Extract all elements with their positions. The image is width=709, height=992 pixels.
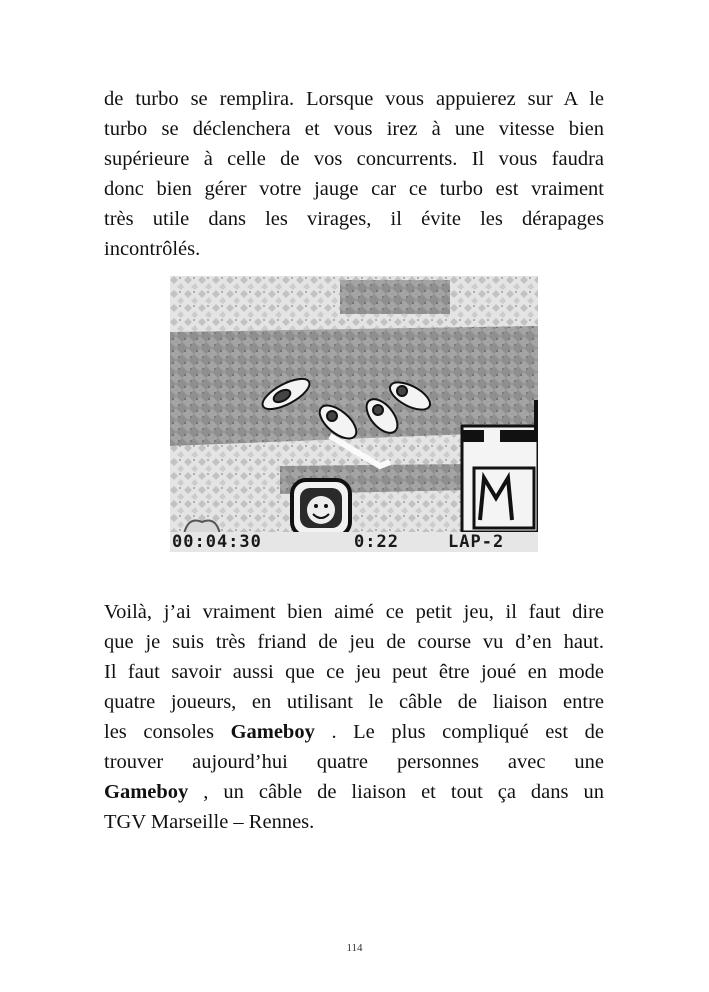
driver-portrait-icon: [292, 480, 350, 536]
text-line: de turbo se remplira. Lorsque vous appuierez sur A le: [104, 88, 604, 110]
text-fragment: les consoles: [104, 721, 231, 743]
text-line: turbo se déclenchera et vous irez à une vitesse bien: [104, 118, 604, 140]
paragraph-turbo: [104, 84, 604, 264]
paragraph-conclusion: [104, 597, 604, 837]
speed-readout: 0:22: [354, 532, 399, 552]
text-line: très utile dans les virages, il évite les dérapages: [104, 208, 604, 230]
text-fragment: . Le plus compliqué est de: [314, 721, 604, 743]
race-timer: 00:04:30: [172, 532, 262, 552]
race-hud: [170, 532, 538, 552]
text-line: TGV Marseille – Rennes.: [104, 811, 315, 833]
gameboy-bold: Gameboy: [230, 721, 315, 743]
text-fragment: , un câble de liaison et tout ça dans un: [188, 781, 604, 803]
page-number: 114: [346, 942, 363, 954]
text-line: que je suis très friand de jeu de course vu d’en haut.: [104, 631, 604, 653]
gameboy-bold: Gameboy: [104, 781, 189, 803]
text-line: [104, 777, 604, 807]
text-line: [104, 717, 604, 747]
game-screenshot: [170, 276, 538, 552]
text-line: trouver aujourd’hui quatre personnes avec une: [104, 751, 604, 773]
text-line: donc bien gérer votre jauge car ce turbo est vraiment: [104, 178, 604, 200]
race-track-scene: [170, 276, 538, 552]
text-line: incontrôlés.: [104, 238, 201, 260]
text-line: quatre joueurs, en utilisant le câble de liaison entre: [104, 691, 604, 713]
text-line: supérieure à celle de vos concurrents. Il vous faudra: [104, 148, 604, 170]
lap-counter: LAP-2: [448, 532, 505, 552]
text-line: Voilà, j’ai vraiment bien aimé ce petit jeu, il faut dire: [104, 601, 604, 623]
text-line: Il faut savoir aussi que ce jeu peut être joué en mode: [104, 661, 604, 683]
